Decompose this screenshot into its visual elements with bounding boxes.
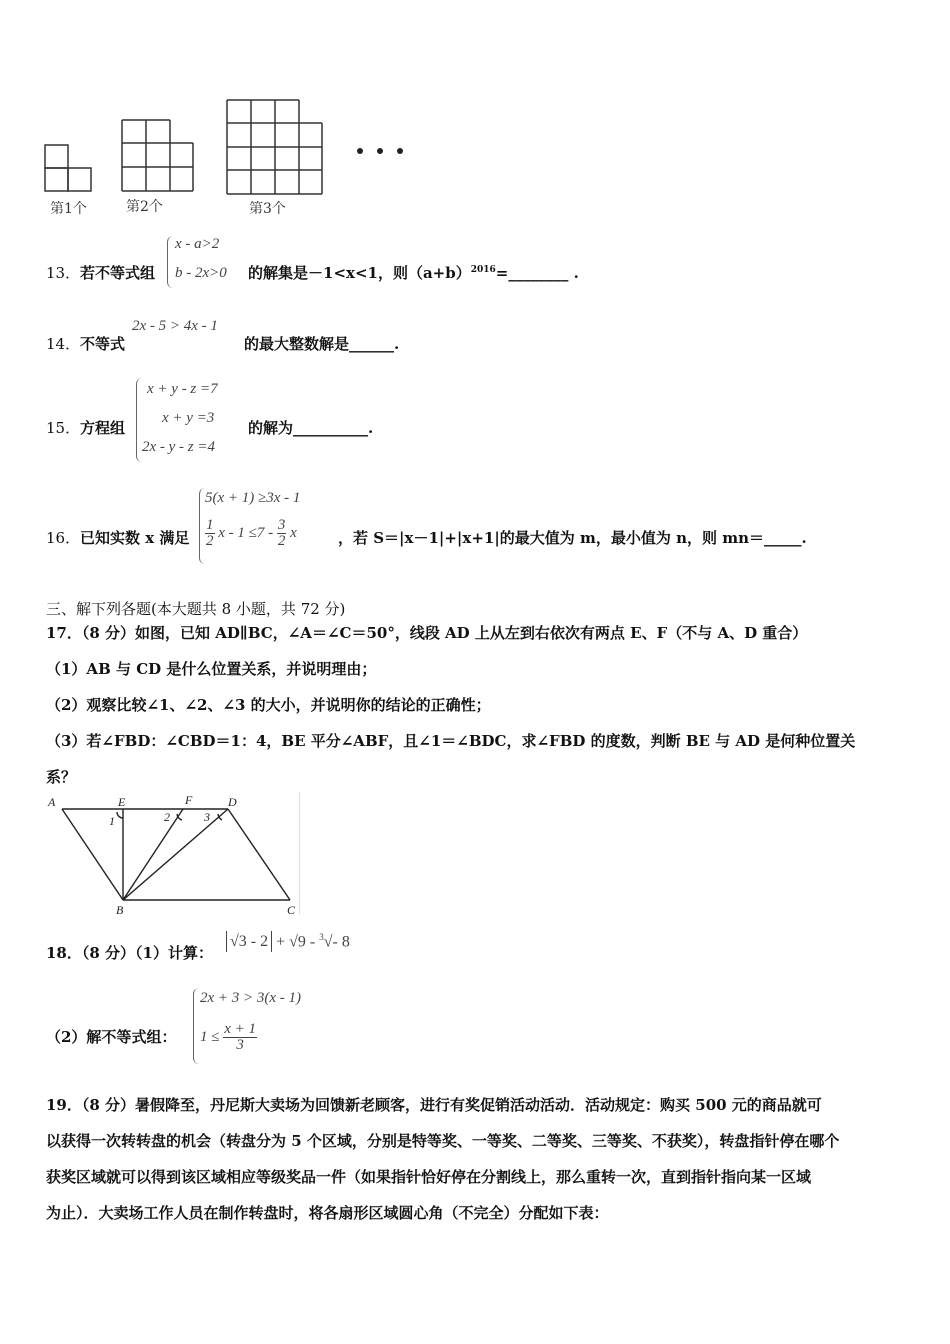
q17-part-3-line-2: 系？ [46, 768, 77, 786]
section-3-heading: 三、解下列各题(本大题共 8 小题，共 72 分) [46, 600, 346, 618]
fraction-one-half [205, 518, 215, 549]
question-16-number: 16． [46, 529, 81, 547]
question-13-number: 13． [46, 264, 81, 282]
q15-system-line-3: 2x - y - z =4 [142, 439, 216, 455]
fig3-grid [227, 100, 322, 194]
q17-geometry-figure [44, 792, 300, 916]
ellipsis-dot [377, 148, 383, 154]
fraction-denominator: 2 [277, 533, 286, 549]
question-17 [46, 615, 908, 795]
label-e: E [118, 795, 126, 809]
q18-system-line-1: 2x + 3 > 3(x - 1) [200, 990, 302, 1006]
q19-line-2: 以获得一次转转盘的机会（转盘分为 5 个区域，分别是特等奖、一等奖、二等奖、三等奖、不获奖），转盘指针停在哪个 [46, 1132, 840, 1150]
angle-1-arc [117, 812, 123, 818]
question-19 [46, 1087, 908, 1231]
ellipsis-dot [397, 148, 403, 154]
q17-intro: 17．（8 分）如图，已知 AD∥BC，∠A＝∠C＝50°，线段 AD 上从左到右依次有两点 E、F（不与 A、D 重合） [46, 624, 808, 642]
cube-root-index: 3 [319, 932, 324, 942]
label-a: A [48, 795, 56, 809]
question-14-text: 的最大整数解是______. [244, 335, 400, 353]
q16-system-line-2 [205, 518, 297, 549]
question-16-text: ，若 S＝|x－1|+|x+1|的最大值为 m，最小值为 n，则 mn＝_____. [338, 529, 807, 547]
fraction-three-halves [277, 518, 287, 549]
fraction-numerator: 1 [206, 517, 214, 533]
q15-system-line-1: x + y - z =7 [147, 381, 218, 397]
label-b: B [116, 903, 124, 916]
grid-pattern-figure [40, 95, 420, 220]
q16-middle-expr: x - 1 ≤7 - [218, 524, 274, 541]
system-brace [193, 988, 200, 1064]
q13-text-tail: =________ . [495, 264, 579, 282]
figure-caption-1: 第1个 [50, 201, 87, 217]
fig1-cell [45, 168, 68, 191]
fraction-x-plus-1-over-3 [223, 1022, 257, 1053]
question-14-lead: 不等式 [80, 335, 126, 353]
label-angle-1: 1 [109, 814, 115, 828]
q13-system-line-1: x - a>2 [175, 236, 220, 252]
fraction-denominator: 2 [206, 533, 214, 549]
q17-part-2: （2）观察比较∠1、∠2、∠3 的大小，并说明你的结论的正确性； [46, 696, 491, 714]
q19-line-3: 获奖区域就可以得到该区域相应等级奖品一件（如果指针恰好停在分割线上，那么重转一次，直到指针指向某一区域 [46, 1168, 812, 1186]
q19-line-1: 19．（8 分）暑假降至，丹尼斯大卖场为回馈新老顾客，进行有奖促销活动活动．活动规定：购买 500 元的商品就可 [46, 1096, 822, 1114]
question-15-text: 的解为__________. [248, 419, 374, 437]
q16-end-var: x [290, 524, 297, 541]
q14-inequality: 2x - 5 > 4x - 1 [132, 318, 218, 334]
question-13-text [248, 262, 579, 283]
q13-system-line-2: b - 2x>0 [175, 265, 227, 281]
q17-part-1: （1）AB 与 CD 是什么位置关系，并说明理由； [46, 660, 377, 678]
figure-caption-3: 第3个 [249, 201, 286, 217]
q16-system-line-1: 5(x + 1) ≥3x - 1 [205, 490, 301, 506]
system-brace [167, 236, 174, 288]
fig2-grid [122, 120, 193, 191]
q13-text-main: 的解集是－1<x<1，则（a+b） [248, 264, 471, 282]
label-angle-2: 2 [164, 810, 170, 824]
fig1-cell [45, 145, 68, 168]
absolute-value: √3 - 2 [226, 931, 272, 952]
figure-caption-2: 第2个 [126, 199, 163, 215]
fraction-numerator: 3 [277, 517, 286, 533]
q18-calculation-expr [226, 932, 350, 951]
q18-sys2-lead: 1 ≤ [200, 1028, 220, 1045]
q17-part-3-line-1: （3）若∠FBD：∠CBD＝1：4，BE 平分∠ABF，且∠1＝∠BDC，求∠FBD 的度数，判断 BE 与 AD 是何种位置关 [46, 732, 856, 750]
question-14-number: 14． [46, 335, 81, 353]
fraction-denominator: 3 [236, 1037, 244, 1053]
fraction-numerator: x + 1 [224, 1021, 257, 1037]
question-13-lead: 若不等式组 [80, 264, 156, 282]
q18-rest-expr: + √9 - [276, 933, 320, 951]
label-c: C [287, 903, 296, 916]
segment-dc [228, 809, 290, 900]
q19-line-4: 为止）．大卖场工作人员在制作转盘时，将各扇形区域圆心角（不完全）分配如下表： [46, 1204, 609, 1222]
ellipsis-dot [357, 148, 363, 154]
fig1-cell [68, 168, 91, 191]
q13-exponent: 2016 [470, 265, 496, 275]
label-angle-3: 3 [204, 810, 210, 824]
q15-system-line-2: x + y =3 [162, 410, 215, 426]
q18-system-line-2 [200, 1022, 257, 1053]
cube-root-body: √- 8 [323, 933, 350, 951]
label-d: D [228, 795, 237, 809]
question-15-lead: 方程组 [80, 419, 126, 437]
question-18-part-2-lead: （2）解不等式组： [46, 1028, 177, 1046]
label-f: F [185, 793, 193, 807]
question-18-part-1-lead: 18．（8 分）（1）计算： [46, 944, 213, 962]
segment-bd [123, 809, 228, 900]
segment-bf [123, 809, 183, 900]
question-15-number: 15． [46, 419, 81, 437]
question-16-lead: 已知实数 x 满足 [80, 529, 190, 547]
